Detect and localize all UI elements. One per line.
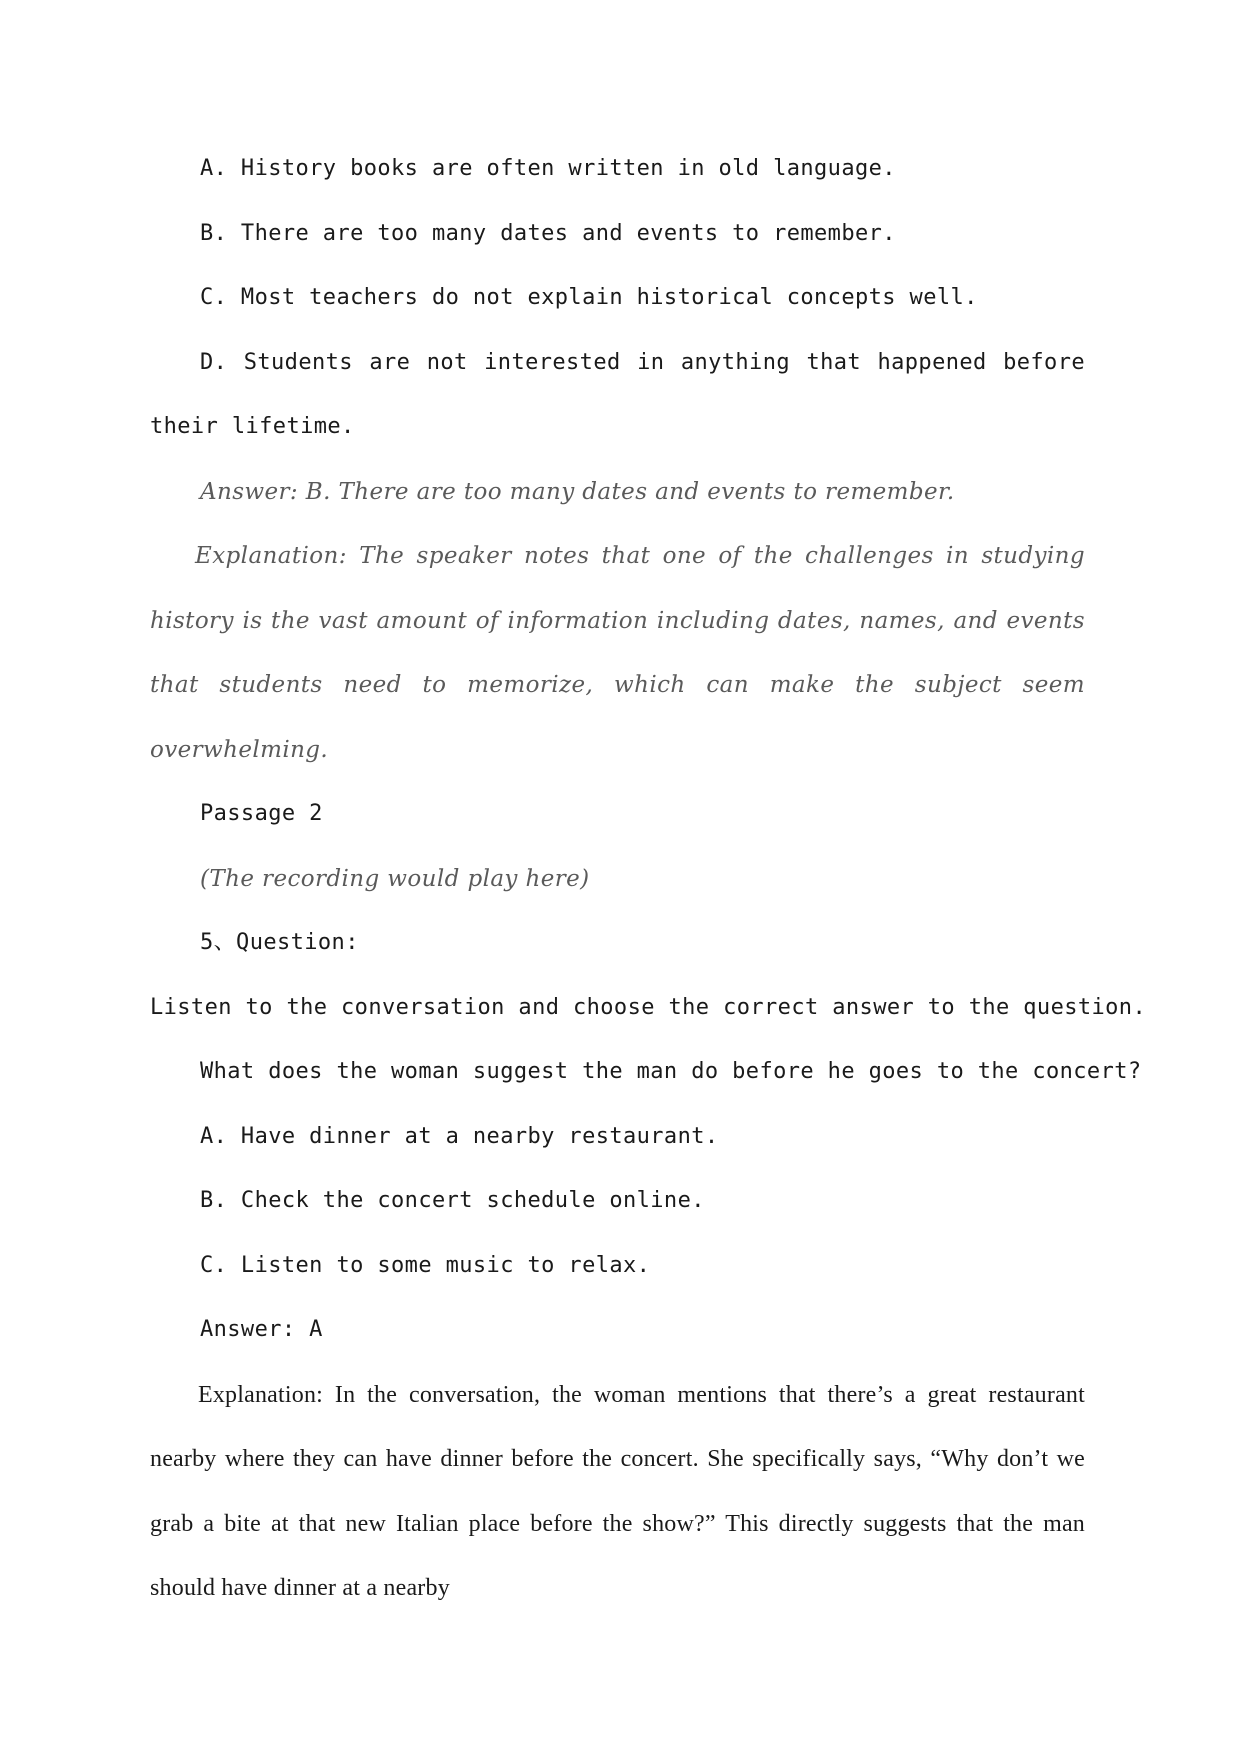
option-a: A. History books are often written in old language. [200, 156, 896, 181]
question-text: What does the woman suggest the man do before he goes to the concert? [200, 1059, 1142, 1084]
answer-line: Answer: B. There are too many dates and events to remember. [200, 478, 955, 505]
option-b: B. There are too many dates and events to remember. [200, 220, 896, 246]
question-number: 5、Question: [200, 930, 359, 955]
recording-note: (The recording would play here) [200, 865, 590, 892]
option-c: C. Most teachers do not explain historical concepts well. [200, 285, 978, 310]
passage-title: Passage 2 [200, 801, 323, 826]
page-content [150, 137, 1147, 1621]
option-c: C. Listen to some music to relax. [200, 1252, 651, 1278]
option-b: B. Check the concert schedule online. [200, 1188, 705, 1213]
option-a: A. Have dinner at a nearby restaurant. [200, 1123, 719, 1149]
answer-line: Answer: A [200, 1317, 323, 1342]
instruction-line: Listen to the conversation and choose the correct answer to the question. [150, 994, 1147, 1020]
explanation-paragraph: Explanation: In the conversation, the woman mentions that there’s a great restaurant nearby where they can have dinner before the concert. She specifically says, “Why don’t we grab a bite at that new Italian place before the show?” This directly suggests that the man should have dinner at a nearby [150, 1381, 1085, 1601]
explanation-paragraph: Explanation: The speaker notes that one of the challenges in studying history is the vast amount of information including dates, names, and events that students need to memorize, which can make the subject seem overwhelming. [150, 543, 1085, 763]
option-d: D. Students are not interested in anything that happened before their lifetime. [150, 349, 1085, 439]
